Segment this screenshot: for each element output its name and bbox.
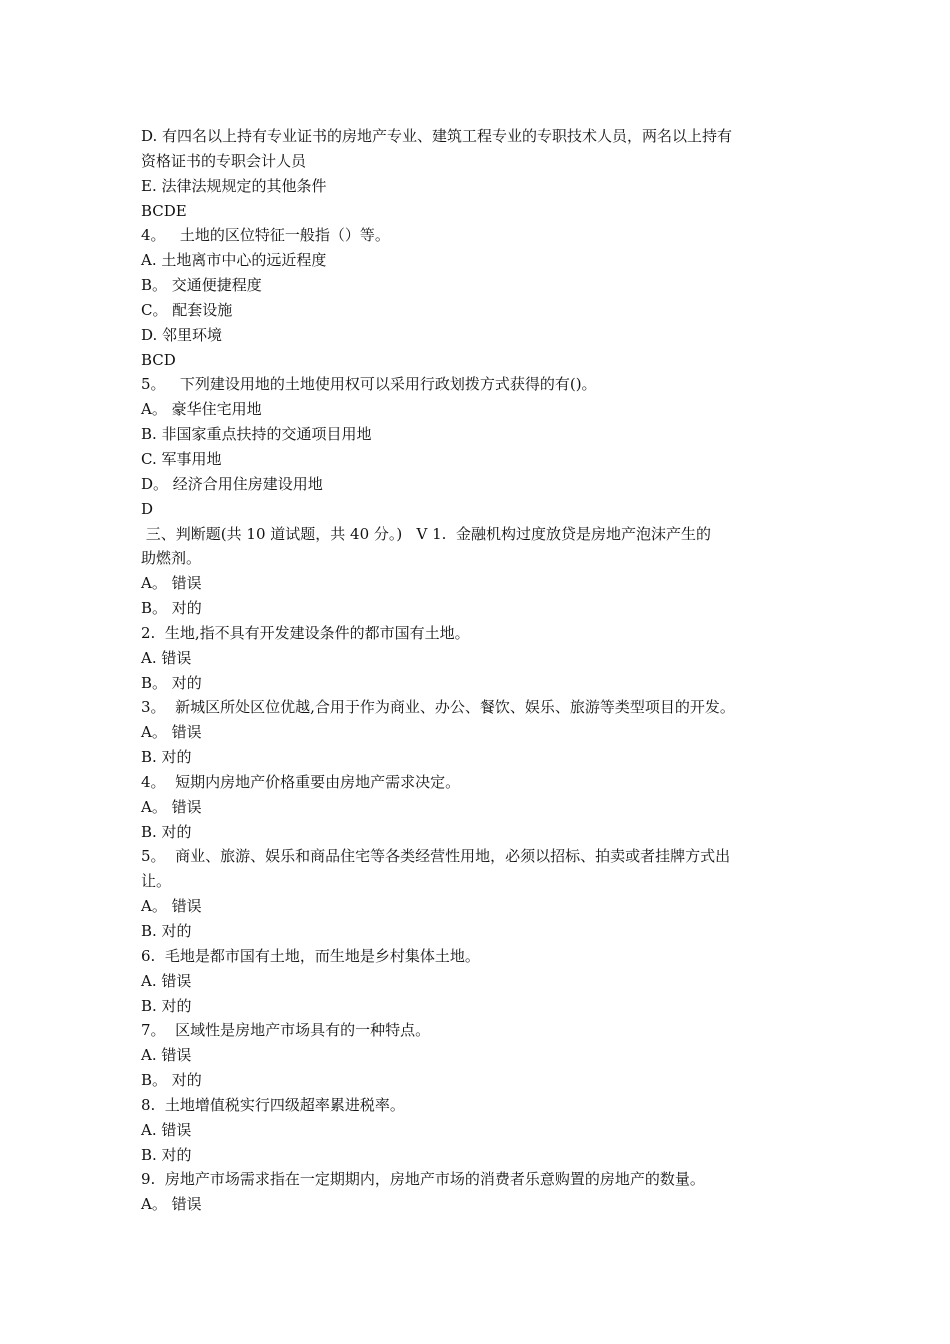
text-line: D. 有四名以上持有专业证书的房地产专业、建筑工程专业的专职技术人员，两名以上持有 — [141, 127, 733, 145]
option-line: A。 错误 — [141, 574, 202, 593]
option-line: B. 非国家重点扶持的交通项目用地 — [141, 425, 372, 444]
text-line: 助燃剂。 — [141, 549, 202, 568]
option-line: B。 对的 — [141, 673, 202, 692]
question-line: 4。 短期内房地产价格重要由房地产需求决定。 — [141, 772, 461, 791]
option-line: A。 错误 — [141, 897, 202, 916]
option-line: A. 错误 — [141, 971, 192, 990]
option-line: D。 经济合用住房建设用地 — [141, 474, 323, 493]
question-line: 9. 房地产市场需求指在一定期期内，房地产市场的消费者乐意购置的房地产的数量。 — [141, 1170, 705, 1189]
option-line: B。 对的 — [141, 599, 202, 618]
option-line: B. 对的 — [141, 822, 192, 841]
option-line: B. 对的 — [141, 922, 192, 940]
text-line: 让。 — [141, 872, 172, 891]
question-line: 2. 生地,指不具有开发建设条件的都市国有土地。 — [141, 623, 470, 642]
option-line: A. 错误 — [141, 648, 192, 667]
option-line: A. 土地离市中心的远近程度 — [141, 251, 327, 270]
option-line: B. 对的 — [141, 748, 192, 767]
text-line: 资格证书的专职会计人员 — [141, 151, 307, 170]
question-line: 5。 商业、旅游、娱乐和商品住宅等各类经营性用地，必须以招标、拍卖或者挂牌方式出 — [141, 847, 731, 866]
option-line: A。 豪华住宅用地 — [141, 400, 262, 419]
option-line: A. 错误 — [141, 1046, 192, 1065]
question-line: 4。 土地的区位特征一般指（）等。 — [141, 226, 390, 245]
answer-line: BCDE — [141, 201, 187, 220]
answer-line: BCD — [141, 350, 176, 369]
option-line: A。 错误 — [141, 797, 202, 816]
question-line: 5。 下列建设用地的土地使用权可以采用行政划拨方式获得的有()。 — [141, 375, 597, 394]
option-line: A. 错误 — [141, 1120, 192, 1139]
question-line: 3。 新城区所处区位优越,合用于作为商业、办公、餐饮、娱乐、旅游等类型项目的开发。 — [141, 698, 735, 717]
answer-line: D — [141, 499, 154, 518]
text-line: E. 法律法规规定的其他条件 — [141, 176, 327, 195]
option-line: A。 错误 — [141, 723, 202, 742]
option-line: B。 对的 — [141, 1071, 202, 1090]
option-line: A。 错误 — [141, 1195, 202, 1214]
option-line: D. 邻里环境 — [141, 325, 223, 344]
option-line: B. 对的 — [141, 1145, 192, 1164]
option-line: C. 军事用地 — [141, 449, 222, 468]
question-line: 7。 区域性是房地产市场具有的一种特点。 — [141, 1021, 431, 1040]
document-body — [141, 124, 813, 1217]
question-line: 8. 土地增值税实行四级超率累进税率。 — [141, 1095, 405, 1114]
option-line: B。 交通便捷程度 — [141, 276, 262, 295]
section-heading-line: 三、判断题(共 10 道试题，共 40 分。) V 1. 金融机构过度放贷是房地产泡沫产生的 — [141, 524, 711, 543]
question-line: 6. 毛地是都市国有土地，而生地是乡村集体土地。 — [141, 946, 480, 965]
option-line: C。 配套设施 — [141, 300, 233, 319]
option-line: B. 对的 — [141, 996, 192, 1015]
